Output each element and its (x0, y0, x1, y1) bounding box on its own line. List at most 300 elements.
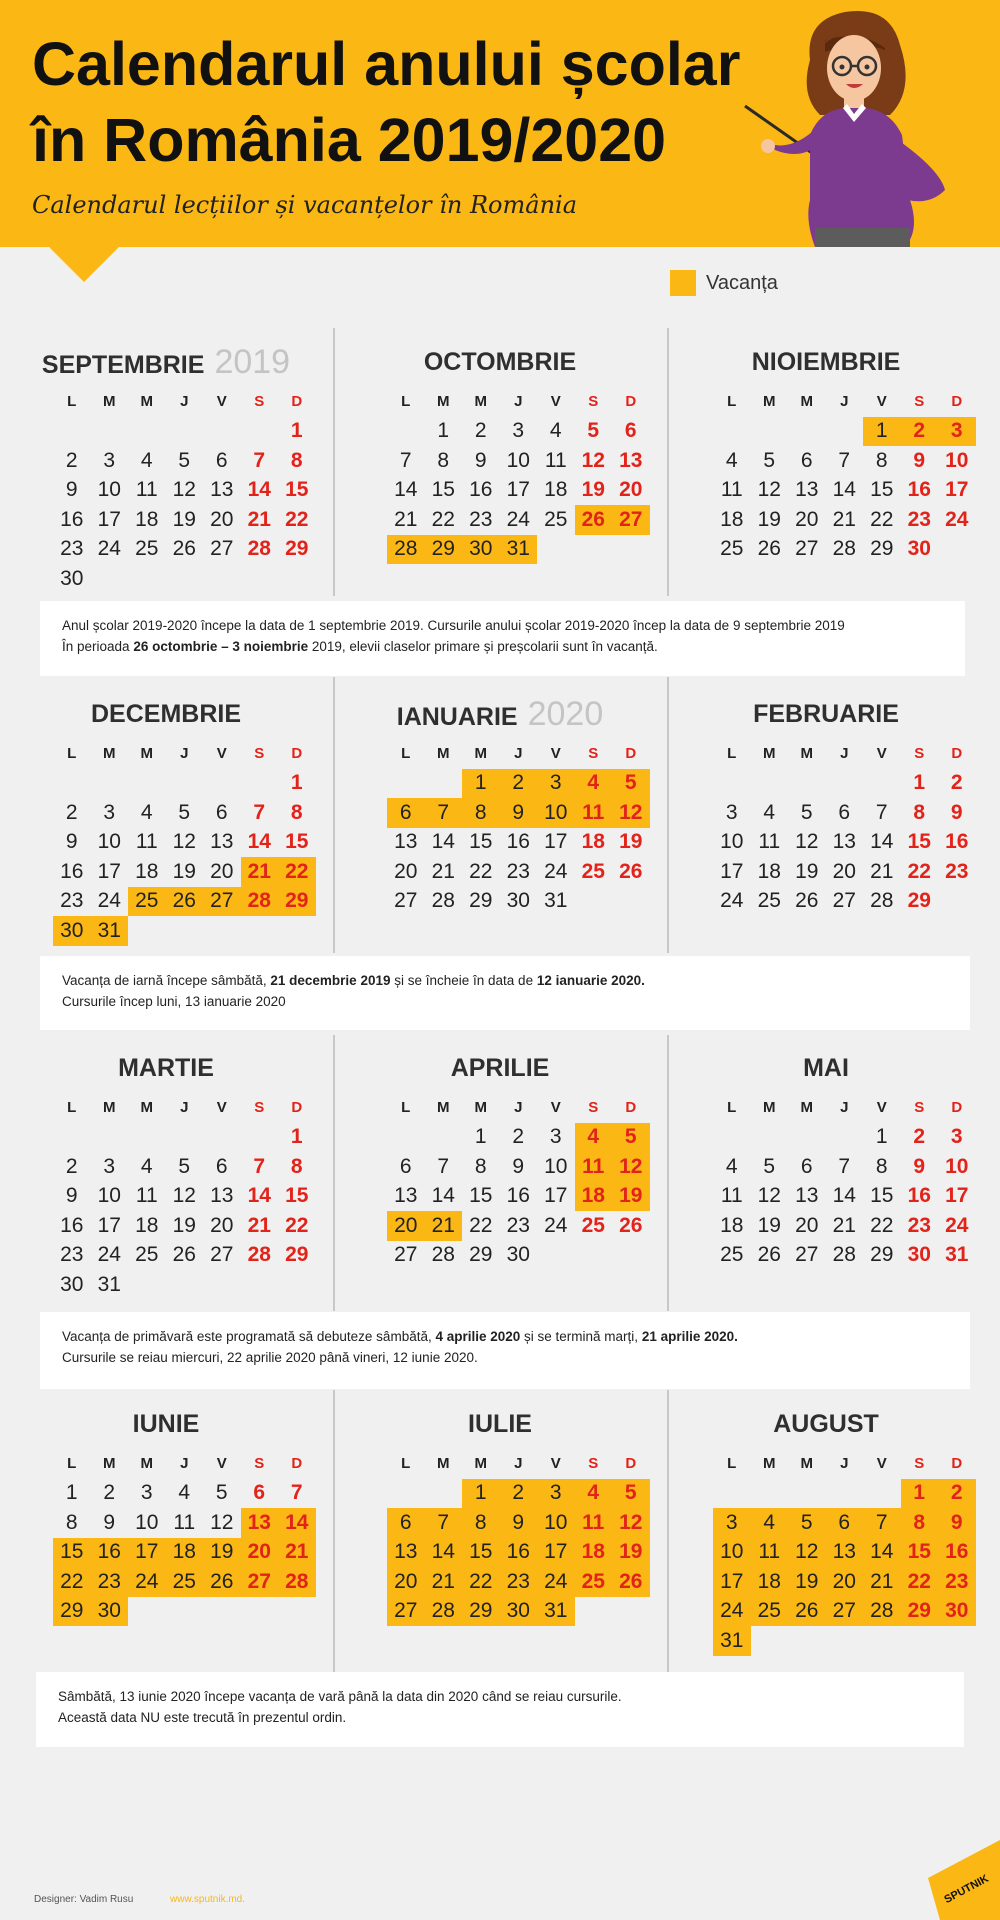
day-cell: 17 (97, 507, 121, 531)
day-cell: 1 (290, 1125, 303, 1149)
day-cell: 4 (763, 800, 776, 824)
day-cell: 18 (751, 1567, 789, 1597)
day-cell: 14 (425, 1538, 463, 1568)
day-cell: 15 (285, 478, 309, 502)
day-cell: 30 (500, 1597, 538, 1627)
day-cell: 5 (612, 1479, 650, 1509)
day-cell: 6 (800, 448, 813, 472)
day-cell: 6 (838, 800, 851, 824)
day-cell: 4 (140, 448, 153, 472)
day-cell: 3 (713, 1508, 751, 1538)
day-cell: 30 (60, 1272, 84, 1296)
day-cell: 13 (832, 830, 856, 854)
day-cell: 1 (913, 771, 926, 795)
weekday-header: L (401, 1455, 411, 1473)
day-cell: 5 (612, 769, 650, 799)
weekday-header: D (951, 1099, 963, 1117)
day-cell: 10 (945, 448, 969, 472)
empty-cell (751, 769, 789, 799)
calendar-grid (53, 739, 316, 946)
day-cell: 2 (901, 417, 939, 447)
day-cell: 24 (544, 1213, 568, 1237)
day-cell: 9 (512, 1154, 525, 1178)
day-cell: 11 (751, 1538, 789, 1568)
day-cell: 26 (172, 537, 196, 561)
day-cell: 14 (278, 1508, 316, 1538)
day-cell: 7 (838, 1154, 851, 1178)
weekday-header: L (727, 745, 737, 763)
weekday-header: M (437, 1455, 450, 1473)
empty-cell (826, 1123, 864, 1153)
day-cell: 30 (506, 889, 530, 913)
day-cell: 17 (97, 859, 121, 883)
day-cell: 22 (907, 859, 931, 883)
weekday-header: V (216, 1099, 227, 1117)
day-cell: 11 (575, 1152, 613, 1182)
day-cell: 16 (469, 478, 493, 502)
day-cell: 15 (901, 1538, 939, 1568)
day-cell: 12 (172, 478, 196, 502)
day-cell: 27 (203, 887, 241, 917)
day-cell: 6 (387, 1508, 425, 1538)
day-cell: 21 (247, 507, 271, 531)
column-divider (333, 1035, 335, 1311)
day-cell: 30 (91, 1597, 129, 1627)
day-cell: 16 (91, 1538, 129, 1568)
day-cell: 10 (537, 1508, 575, 1538)
day-cell: 21 (431, 859, 455, 883)
day-cell: 8 (913, 800, 926, 824)
day-cell: 4 (725, 1154, 738, 1178)
month-name: MAI (803, 1054, 849, 1082)
day-cell: 9 (474, 448, 487, 472)
month-november (676, 340, 976, 564)
weekday-header: D (951, 1455, 963, 1473)
day-cell: 1 (290, 419, 303, 443)
day-cell: 18 (575, 1182, 613, 1212)
month-august (676, 1402, 976, 1656)
day-cell: 6 (826, 1508, 864, 1538)
weekday-header: M (474, 1099, 487, 1117)
day-cell: 25 (135, 1243, 159, 1267)
day-cell: 8 (875, 1154, 888, 1178)
day-cell: 3 (103, 800, 116, 824)
day-cell: 20 (210, 507, 234, 531)
day-cell: 20 (394, 859, 418, 883)
day-cell: 22 (431, 507, 455, 531)
weekday-header: L (401, 745, 411, 763)
day-cell: 15 (469, 830, 493, 854)
year-label: 2020 (527, 695, 604, 733)
weekday-header: M (800, 1455, 813, 1473)
empty-cell (241, 769, 279, 799)
month-february (676, 692, 976, 916)
day-cell: 28 (247, 537, 271, 561)
svg-text:SPUTNIK: SPUTNIK (942, 1872, 991, 1906)
day-cell: 2 (103, 1481, 116, 1505)
weekday-header: D (291, 1455, 303, 1473)
day-cell: 26 (619, 859, 643, 883)
column-divider (667, 1390, 669, 1672)
empty-cell (713, 1123, 751, 1153)
day-cell: 5 (178, 1154, 191, 1178)
weekday-header: M (140, 1455, 153, 1473)
day-cell: 6 (800, 1154, 813, 1178)
day-cell: 25 (575, 1567, 613, 1597)
day-cell: 23 (91, 1567, 129, 1597)
day-cell: 16 (506, 1184, 530, 1208)
month-may (676, 1046, 976, 1270)
day-cell: 24 (713, 1597, 751, 1627)
empty-cell (826, 417, 864, 447)
weekday-header: S (588, 1099, 599, 1117)
day-cell: 22 (285, 507, 309, 531)
empty-cell (53, 417, 91, 447)
month-name: SEPTEMBRIE (41, 351, 205, 379)
day-cell: 21 (247, 1213, 271, 1237)
day-cell: 8 (65, 1510, 78, 1534)
day-cell: 22 (285, 1213, 309, 1237)
day-cell: 18 (135, 859, 159, 883)
month-name: IULIE (468, 1410, 532, 1438)
day-cell: 24 (720, 889, 744, 913)
weekday-header: S (588, 1455, 599, 1473)
day-cell: 1 (462, 1479, 500, 1509)
day-cell: 14 (431, 830, 455, 854)
day-cell: 11 (544, 448, 567, 472)
day-cell: 3 (512, 419, 525, 443)
day-cell: 8 (290, 448, 303, 472)
weekday-header: V (876, 1455, 887, 1473)
day-cell: 16 (60, 1213, 84, 1237)
month-july (350, 1402, 650, 1626)
note-summer-vacation (36, 1672, 964, 1747)
day-cell: 3 (537, 769, 575, 799)
day-cell: 17 (537, 1538, 575, 1568)
day-cell: 7 (425, 1508, 463, 1538)
weekday-header: D (291, 393, 303, 411)
day-cell: 6 (624, 419, 637, 443)
weekday-header: M (763, 393, 776, 411)
day-cell: 1 (901, 1479, 939, 1509)
empty-cell (166, 769, 204, 799)
day-cell: 27 (394, 889, 418, 913)
empty-cell (53, 1123, 91, 1153)
sputnik-logo (928, 1840, 1000, 1920)
weekday-header: M (763, 1099, 776, 1117)
day-cell: 18 (575, 1538, 613, 1568)
day-cell: 25 (581, 859, 605, 883)
day-cell: 31 (500, 535, 538, 565)
day-cell: 21 (832, 507, 856, 531)
day-cell: 15 (870, 478, 894, 502)
day-cell: 7 (838, 448, 851, 472)
day-cell: 3 (103, 448, 116, 472)
weekday-header: L (67, 745, 77, 763)
day-cell: 22 (901, 1567, 939, 1597)
day-cell: 24 (537, 1567, 575, 1597)
legend-vacation-label: Vacanța (706, 272, 778, 294)
day-cell: 16 (907, 478, 931, 502)
day-cell: 19 (172, 507, 196, 531)
day-cell: 8 (901, 1508, 939, 1538)
day-cell: 19 (581, 478, 605, 502)
day-cell: 7 (253, 448, 266, 472)
weekday-header: J (180, 1099, 189, 1117)
day-cell: 8 (437, 448, 450, 472)
day-cell: 1 (875, 1125, 888, 1149)
day-cell: 30 (907, 1243, 931, 1267)
day-cell: 11 (720, 1184, 743, 1208)
day-cell: 15 (431, 478, 455, 502)
month-name: IUNIE (132, 1410, 200, 1438)
empty-cell (713, 417, 751, 447)
day-cell: 18 (720, 507, 744, 531)
day-cell: 28 (863, 1597, 901, 1627)
day-cell: 23 (907, 507, 931, 531)
note-spring-vacation (40, 1312, 970, 1389)
day-cell: 2 (65, 448, 78, 472)
day-cell: 24 (128, 1567, 166, 1597)
weekday-header: S (254, 1099, 265, 1117)
day-cell: 24 (945, 1213, 969, 1237)
day-cell: 15 (285, 830, 309, 854)
day-cell: 14 (247, 1184, 271, 1208)
footer-site-link[interactable]: www.sputnik.md. (170, 1894, 246, 1905)
day-cell: 10 (720, 830, 744, 854)
weekday-header: V (216, 393, 227, 411)
day-cell: 13 (795, 1184, 819, 1208)
day-cell: 1 (863, 417, 901, 447)
day-cell: 10 (713, 1538, 751, 1568)
calendar-grid (387, 1093, 650, 1270)
day-cell: 24 (97, 1243, 121, 1267)
empty-cell (425, 1479, 463, 1509)
day-cell: 15 (285, 1184, 309, 1208)
weekday-header: M (103, 1455, 116, 1473)
day-cell: 18 (135, 507, 159, 531)
day-cell: 7 (253, 1154, 266, 1178)
day-cell: 13 (795, 478, 819, 502)
column-divider (667, 1035, 669, 1311)
empty-cell (91, 769, 129, 799)
day-cell: 9 (950, 800, 963, 824)
day-cell: 27 (612, 505, 650, 535)
day-cell: 21 (394, 507, 418, 531)
day-cell: 20 (795, 507, 819, 531)
day-cell: 3 (725, 800, 738, 824)
weekday-header: L (401, 1099, 411, 1117)
day-cell: 3 (140, 1481, 153, 1505)
calendar-grid (53, 387, 316, 594)
day-cell: 11 (758, 830, 781, 854)
weekday-header: V (216, 745, 227, 763)
weekday-header: M (474, 745, 487, 763)
day-cell: 6 (215, 448, 228, 472)
column-divider (333, 1390, 335, 1672)
day-cell: 30 (907, 537, 931, 561)
teacher-illustration (730, 0, 1000, 247)
day-cell: 13 (394, 830, 418, 854)
day-cell: 18 (757, 859, 781, 883)
day-cell: 1 (474, 1125, 487, 1149)
weekday-header: D (951, 393, 963, 411)
weekday-header: M (103, 745, 116, 763)
day-cell: 3 (537, 1479, 575, 1509)
day-cell: 11 (575, 798, 613, 828)
day-cell: 22 (53, 1567, 91, 1597)
day-cell: 13 (210, 478, 234, 502)
day-cell: 2 (938, 1479, 976, 1509)
day-cell: 17 (945, 478, 969, 502)
day-cell: 6 (215, 1154, 228, 1178)
day-cell: 26 (757, 537, 781, 561)
day-cell: 9 (65, 478, 78, 502)
day-cell: 29 (870, 537, 894, 561)
day-cell: 5 (763, 1154, 776, 1178)
day-cell: 5 (763, 448, 776, 472)
page-title (32, 26, 740, 178)
day-cell: 9 (65, 1184, 78, 1208)
day-cell: 2 (512, 1125, 525, 1149)
day-cell: 9 (913, 448, 926, 472)
weekday-header: D (625, 745, 637, 763)
calendar-grid (713, 739, 976, 916)
day-cell: 19 (619, 830, 643, 854)
empty-cell (203, 769, 241, 799)
empty-cell (53, 769, 91, 799)
column-divider (667, 328, 669, 596)
note-line: Această data NU este trecută în prezentul ordin. (58, 1710, 347, 1725)
day-cell: 7 (425, 798, 463, 828)
day-cell: 3 (103, 1154, 116, 1178)
day-cell: 31 (945, 1243, 969, 1267)
weekday-header: S (254, 745, 265, 763)
day-cell: 23 (506, 859, 530, 883)
day-cell: 22 (462, 1567, 500, 1597)
day-cell: 12 (172, 830, 196, 854)
weekday-header: V (876, 745, 887, 763)
day-cell: 28 (425, 1597, 463, 1627)
day-cell: 19 (788, 1567, 826, 1597)
day-cell: 17 (713, 1567, 751, 1597)
day-cell: 14 (863, 1538, 901, 1568)
day-cell: 27 (795, 537, 819, 561)
day-cell: 11 (173, 1510, 196, 1534)
day-cell: 25 (581, 1213, 605, 1237)
day-cell: 27 (210, 537, 234, 561)
empty-cell (203, 1123, 241, 1153)
empty-cell (166, 417, 204, 447)
day-cell: 15 (907, 830, 931, 854)
empty-cell (387, 769, 425, 799)
day-cell: 28 (278, 1567, 316, 1597)
note-line: Sâmbătă, 13 iunie 2020 începe vacanța de vară până la data din 2020 când se reiau cursurile. (58, 1689, 622, 1704)
weekday-header: S (914, 1455, 925, 1473)
day-cell: 4 (178, 1481, 191, 1505)
month-name: FEBRUARIE (753, 700, 899, 728)
day-cell: 3 (950, 1125, 963, 1149)
day-cell: 12 (612, 1508, 650, 1538)
weekday-header: J (514, 1099, 523, 1117)
day-cell: 23 (500, 1567, 538, 1597)
day-cell: 31 (544, 889, 568, 913)
day-cell: 21 (425, 1567, 463, 1597)
weekday-header: V (550, 393, 561, 411)
weekday-header: M (474, 393, 487, 411)
weekday-header: D (625, 1455, 637, 1473)
day-cell: 19 (795, 859, 819, 883)
day-cell: 29 (469, 889, 493, 913)
day-cell: 12 (210, 1510, 234, 1534)
day-cell: 18 (135, 1213, 159, 1237)
day-cell: 4 (549, 419, 562, 443)
day-cell: 23 (60, 1243, 84, 1267)
day-cell: 13 (387, 1538, 425, 1568)
day-cell: 27 (394, 1243, 418, 1267)
day-cell: 12 (788, 1538, 826, 1568)
day-cell: 27 (832, 889, 856, 913)
day-cell: 9 (103, 1510, 116, 1534)
note-line: Anul școlar 2019-2020 începe la data de 1 septembrie 2019. Cursurile anului școlar 2019-2020 încep la data de 9 septembrie 2019 (62, 618, 845, 633)
day-cell: 2 (65, 800, 78, 824)
year-label: 2019 (214, 343, 291, 381)
day-cell: 19 (612, 1182, 650, 1212)
month-name: MARTIE (118, 1054, 214, 1082)
empty-cell (713, 1479, 751, 1509)
weekday-header: V (550, 1455, 561, 1473)
weekday-header: J (180, 1455, 189, 1473)
day-cell: 11 (720, 478, 743, 502)
day-cell: 10 (97, 1184, 121, 1208)
day-cell: 17 (945, 1184, 969, 1208)
month-april (350, 1046, 650, 1270)
header-notch (48, 246, 120, 282)
day-cell: 17 (544, 830, 568, 854)
day-cell: 21 (832, 1213, 856, 1237)
day-cell: 22 (278, 857, 316, 887)
weekday-header: M (140, 745, 153, 763)
day-cell: 23 (907, 1213, 931, 1237)
empty-cell (863, 1479, 901, 1509)
day-cell: 17 (720, 859, 744, 883)
note-line: În perioada 26 octombrie – 3 noiembrie 2019, elevii claselor primare și preșcolarii sunt în vacanță. (62, 639, 658, 654)
day-cell: 28 (387, 535, 425, 565)
day-cell: 22 (469, 1213, 493, 1237)
weekday-header: V (876, 1099, 887, 1117)
day-cell: 7 (875, 800, 888, 824)
day-cell: 7 (290, 1481, 303, 1505)
legend-vacation-swatch (670, 270, 696, 296)
day-cell: 31 (537, 1597, 575, 1627)
empty-cell (826, 1479, 864, 1509)
day-cell: 19 (172, 859, 196, 883)
day-cell: 11 (135, 478, 158, 502)
calendar-grid (53, 1093, 316, 1300)
day-cell: 23 (506, 1213, 530, 1237)
day-cell: 20 (619, 478, 643, 502)
day-cell: 12 (795, 830, 819, 854)
day-cell: 27 (387, 1597, 425, 1627)
empty-cell (788, 417, 826, 447)
day-cell: 25 (757, 889, 781, 913)
day-cell: 28 (241, 887, 279, 917)
day-cell: 9 (65, 830, 78, 854)
day-cell: 25 (720, 1243, 744, 1267)
day-cell: 2 (500, 1479, 538, 1509)
day-cell: 2 (913, 1125, 926, 1149)
day-cell: 19 (612, 1538, 650, 1568)
